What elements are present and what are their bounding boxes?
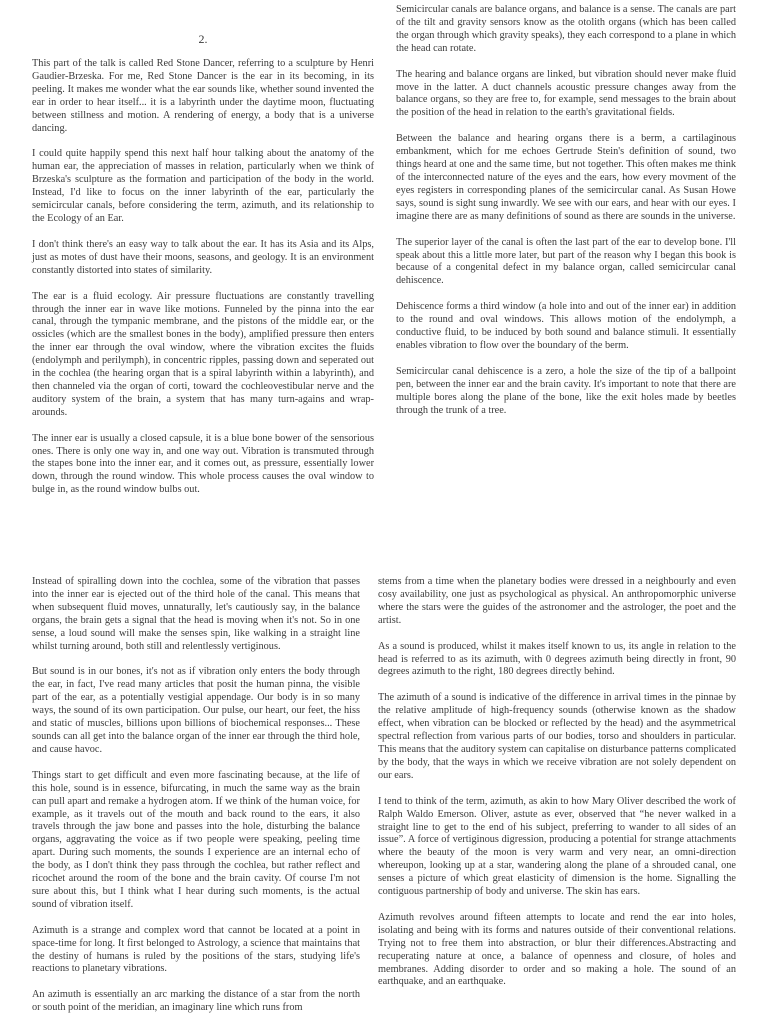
- paragraph: Between the balance and hearing organs there is a berm, a cartilaginous embankment, which for me echoes Gertrude Stein's definition of sound, two things heard at one and the same time, but not together. This often makes me think of the interconnected nature of the eyes and the ears, how every movment of the eyes registers in corresponding planes of the semicircular canal. As Susan Howe says, sound is sight sung inwardly. We see with our ears, and hear with our eyes. I imagine there are as many definitions of sound as there are sounds in the universe.: [396, 133, 736, 222]
- bottom-right-column: [378, 576, 736, 989]
- page-gap: [0, 520, 768, 572]
- paragraph: Dehiscence forms a third window (a hole into and out of the inner ear) in addition to the round and oval windows. This allows motion of the endolymph, a conductive fluid, to be induced by both sound and balance stimuli. It essentially enables vibration to flow over the boundary of the berm.: [396, 301, 736, 351]
- paragraph: Azimuth is a strange and complex word that cannot be located at a point in space-time for long. It first belonged to Astrology, a science that maintains that the destiny of humans is ruled by the positions of the stars, studying life's reactions to planetary vibrations.: [32, 924, 360, 975]
- paragraph: stems from a time when the planetary bodies were dressed in a neighbourly and even cosy availability, one just as psychological as physical. An anthropomorphic universe where the stars were the guides of the astronomer and the astrologer, the poet and the artist.: [378, 576, 736, 626]
- paragraph: The ear is a fluid ecology. Air pressure fluctuations are constantly travelling through the inner ear in wave like motions. Funneled by the pinna into the ear canal, through the tympanic membrane, and the pistons of the middle ear, or the ossicles (which are the smallest bones in the body), amplified pressure then enters the inner ear through the oval window, where the vibration excites the fluids (endolymph and perilymph), in concentric ripples, passing down and seperated out in the cochlea (the hearing organ that is a spiral labyrinth within a labyrinth), and then channeled via the organ of corti, toward the cochleovestibular nerve and the auditory system of the brain, a system that has many turn-agains and wrap-arounds.: [32, 290, 374, 418]
- paragraph: I could quite happily spend this next half hour talking about the anatomy of the human ear, the appreciation of masses in relation, particularly when we think of Brzeska's sculpture as the formation and participation of the body in the world. Instead, I'd like to focus on the inner labyrinth of the ear, particularly the semicircular canals, before considering the term, azimuth, and its relationship to the Ecology of an Ear.: [32, 148, 374, 224]
- paragraph: Semicircular canals are balance organs, and balance is a sense. The canals are part of the tilt and gravity sensors know as the otolith organs (which has been called the organ through which gravity speaks), they each correspond to a plane in which the head can rotate.: [396, 4, 736, 54]
- top-right-column: [396, 4, 736, 417]
- paragraph: Azimuth revolves around fifteen attempts to locate and rend the ear into holes, isolating and being with its forms and natures outside of their conventional relations. Trying not to free them into abstraction, or blur their differences.Abstracting and recuperating nature at once, a balance of openness and closure, of holes and membranes. Adding disorder to order and so making a hole. The sound of an earthquake, and an earthquake.: [378, 911, 736, 988]
- paragraph: The superior layer of the canal is often the last part of the ear to develop bone. I'll speak about this a little more later, but part of the reason why I began this book is because of a congenital defect in my balance organ, called semicircular canal dehiscence.: [396, 236, 736, 287]
- paragraph: This part of the talk is called Red Stone Dancer, referring to a sculpture by Henri Gaudier-Brzeska. For me, Red Stone Dancer is the ear in its becoming, in its peeling. It makes me wonder what the ear sounds like, whether sound invented the ear in order to hear itself... it is a labyrinth under the daytime moon, fluctuating between stillness and motion. A rendering of energy, a body that is a universe dancing.: [32, 58, 374, 134]
- top-left-column: [32, 32, 374, 497]
- paragraph: The inner ear is usually a closed capsule, it is a blue bone bower of the sensorious ones. There is only one way in, and one way out. Vibration is transmuted through the stapes bone into the inner ear, and it comes out, as pressure, essentially lower down, through the round window. This whole process causes the oval window to bulge in, as the round window bulbs out.: [32, 432, 374, 496]
- bottom-page: [0, 572, 768, 1024]
- paragraph: Semicircular canal dehiscence is a zero, a hole the size of the tip of a ballpoint pen, between the inner ear and the brain cavity. It's important to note that there are multiple bores along the plane of the bone, like the exit holes made by beetles through the trunk of a tree.: [396, 365, 736, 416]
- bottom-left-column: [32, 576, 360, 1015]
- paragraph: The azimuth of a sound is indicative of the difference in arrival times in the pinnae by the relative amplitude of high-frequency sounds (otherwise known as the shadow effect, when vibration can be blocked or reflected by the head) and the asymmetrical spectral reflection from various parts of our bodies, torso and shoulders in particular. This means that the auditory system can capitalise on disturbance patterns complicated by the body, that the ways in which we receive vibration are not solely dependent on our ears.: [378, 692, 736, 781]
- paragraph: But sound is in our bones, it's not as if vibration only enters the body through the ear, in fact, I've read many articles that posit the human pinna, the visible part of the ear, as a potentially vestigial appendage. Our body is in so many ways, the sound of its own participation. Our pulse, our heart, our feet, the hiss and static of muscles, billions upon billions of biochemical responses... These sounds can all get into the balance organ of the inner ear through the third hole, and cause havoc.: [32, 666, 360, 755]
- paragraph: Things start to get difficult and even more fascinating because, at the life of this hole, sound is in essence, bifurcating, in much the same way as the brain can pull apart and remake a hydrogen atom. If we think of the human voice, for example, as it travels out of the mouth and back round to the ears, it also travels through the jaw bone and passes into the hole, disturbing the balance organs, aggravating the voice as if two people were speaking, peeling time apart. During such moments, the sounds I experience are an internal echo of the body, as I don't think they pass through the cochlea, but rather reflect and ricochet around the room of the bone and the brain cavity. Of course I'm not sure about this, but I think what I hear during such moments, is the actual sound of vibration itself.: [32, 769, 360, 910]
- paragraph: An azimuth is essentially an arc marking the distance of a star from the north or south point of the meridian, an imaginary line which runs from: [32, 989, 360, 1014]
- paragraph: Instead of spiralling down into the cochlea, some of the vibration that passes into the inner ear is ejected out of the third hole of the canal. This means that when subsequent fluid moves, unnaturally, let's cautiously say, in the balance organs, the brain gets a signal that the head is moving when it's not. So in one sense, a loud sound will make the senses spin, like walking in a straight line whilst turning around, both still and relentlessly vertiginous.: [32, 576, 360, 652]
- paragraph: I tend to think of the term, azimuth, as akin to how Mary Oliver described the work of Ralph Waldo Emerson. Oliver, astute as ever, observed that “he never walked in a straight line to get to the end of his subject, preferring to wander to all sides of an issue”. A force of vertiginous digression, producing a potential for strange attachments where the beauty of the moon is very warm and very near, an omni-direction whereupon, looking up at a star, wandering along the plane of a shrouded canal, one senses a picture of which great elasticity of dimension is the home. Signalling the contiguous partnership of body and universe. The skin has ears.: [378, 795, 736, 898]
- paragraph: I don't think there's an easy way to talk about the ear. It has its Asia and its Alps, just as motes of dust have their moons, seasons, and geology. It is an environment constantly distorted into states of similarity.: [32, 238, 374, 276]
- paragraph: As a sound is produced, whilst it makes itself known to us, its angle in relation to the head is referred to as its azimuth, with 0 degrees azimuth being directly in front, 90 degrees azimuth to the right, 180 degrees directly behind.: [378, 640, 736, 678]
- page-number: 2.: [198, 32, 208, 46]
- paragraph: The hearing and balance organs are linked, but vibration should never make fluid move in the latter. A duct channels acoustic pressure changes away from the balance organs, so they are free to, for example, send messages to the brain about the position of the head in relation to the earth's gravitational fields.: [396, 68, 736, 119]
